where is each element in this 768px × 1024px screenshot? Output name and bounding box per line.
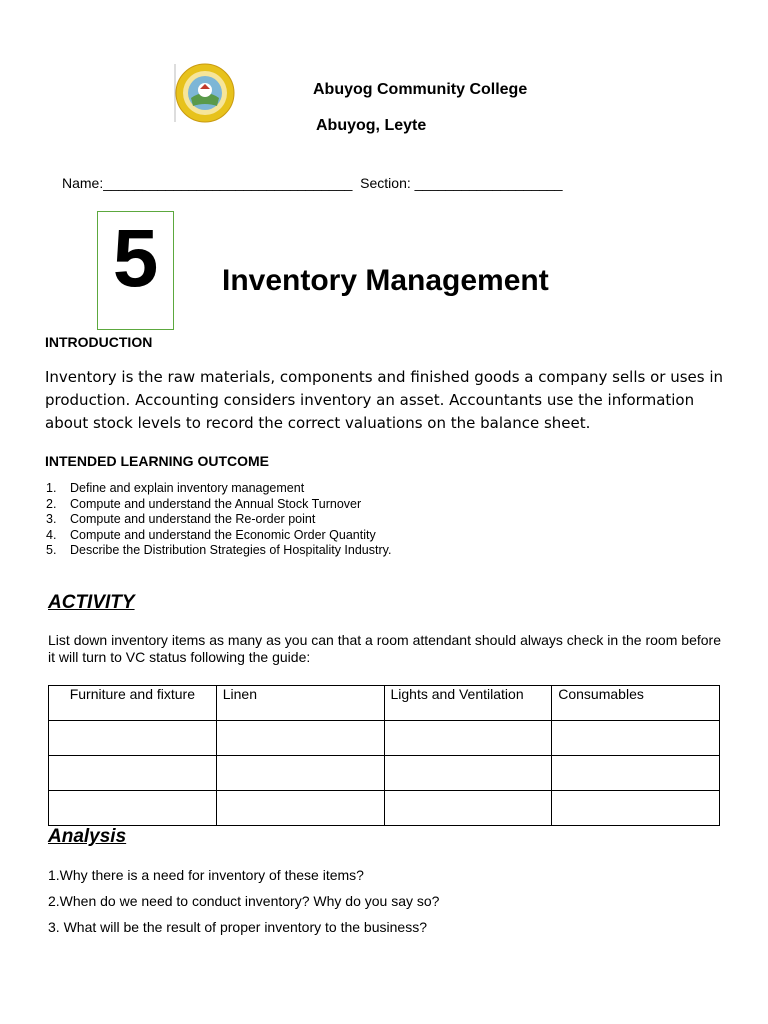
column-header: Lights and Ventilation (384, 686, 552, 721)
column-header: Linen (216, 686, 384, 721)
name-section-line: Name:________________________________ Section: ___________________ (62, 175, 563, 191)
learning-outcome-heading: INTENDED LEARNING OUTCOME (45, 453, 269, 469)
table-cell[interactable] (552, 721, 720, 756)
college-location: Abuyog, Leyte (316, 117, 427, 134)
activity-heading: ACTIVITY (48, 592, 135, 613)
table-cell[interactable] (49, 791, 217, 826)
activity-instructions: List down inventory items as many as you can that a room attendant should always check in the room before it will turn to VC status following the guide: (48, 632, 721, 665)
analysis-question: 1.Why there is a need for inventory of these items? (48, 867, 364, 883)
analysis-question: 2.When do we need to conduct inventory? Why do you say so? (48, 893, 440, 909)
list-item: 5. Describe the Distribution Strategies of Hospitality Industry. (46, 543, 392, 557)
learning-outcome-list (46, 481, 391, 559)
list-item: 1. Define and explain inventory management (46, 481, 305, 495)
table-cell[interactable] (552, 756, 720, 791)
chapter-number-box (97, 211, 174, 330)
inventory-table (48, 685, 720, 826)
column-header: Consumables (552, 686, 720, 721)
table-cell[interactable] (384, 721, 552, 756)
list-item: 4. Compute and understand the Economic Order Quantity (46, 527, 376, 542)
table-cell[interactable] (216, 756, 384, 791)
table-cell[interactable] (552, 791, 720, 826)
column-header: Furniture and fixture (49, 686, 217, 721)
table-header-row (49, 686, 720, 721)
table-cell[interactable] (216, 721, 384, 756)
analysis-question: 3. What will be the result of proper inventory to the business? (48, 919, 427, 935)
introduction-text: Inventory is the raw materials, components and finished goods a company sells or uses in production. Accounting considers inventory an asset. Accountants use the information about stock levels to record the correct valuations on the balance sheet. (45, 368, 724, 432)
table-row (49, 791, 720, 826)
table-cell[interactable] (384, 756, 552, 791)
chapter-title: Inventory Management (222, 264, 549, 297)
table-cell[interactable] (384, 791, 552, 826)
introduction-heading: INTRODUCTION (45, 334, 153, 350)
table-row (49, 756, 720, 791)
table-cell[interactable] (49, 756, 217, 791)
list-item: 3. Compute and understand the Re-order point (46, 512, 316, 526)
table-cell[interactable] (216, 791, 384, 826)
list-item: 2. Compute and understand the Annual Stock Turnover (46, 496, 362, 511)
college-logo (172, 62, 236, 124)
table-row (49, 721, 720, 756)
table-cell[interactable] (49, 721, 217, 756)
college-name: Abuyog Community College (313, 81, 528, 98)
chapter-number: 5 (112, 213, 159, 304)
analysis-heading: Analysis (48, 826, 127, 847)
